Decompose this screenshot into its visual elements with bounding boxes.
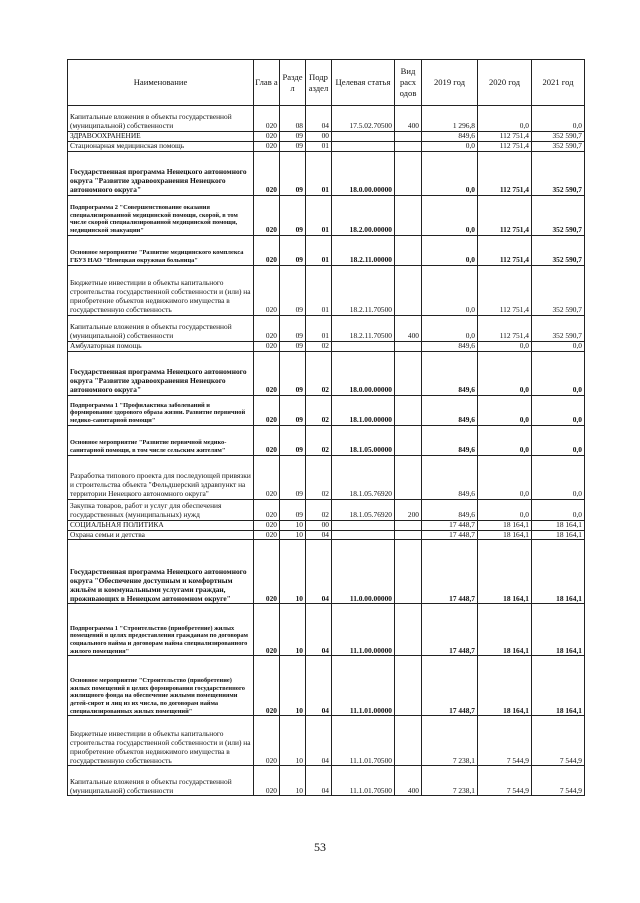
row-2020: 112 751,4 bbox=[478, 235, 532, 265]
row-2020: 0,0 bbox=[478, 455, 532, 499]
row-2020: 7 544,9 bbox=[478, 766, 532, 796]
row-2020: 112 751,4 bbox=[478, 151, 532, 195]
row-2021: 352 590,7 bbox=[532, 151, 585, 195]
row-target: 11.0.00.00000 bbox=[332, 540, 395, 604]
row-podrazdel: 04 bbox=[306, 716, 332, 766]
row-name: Подпрограмма 1 "Профилактика заболеваний и формирование здорового образа жизни. Развитие первичной медико-санитарной помощи" bbox=[68, 395, 254, 425]
row-glava: 020 bbox=[254, 656, 280, 716]
row-2021: 18 164,1 bbox=[532, 604, 585, 656]
table-row bbox=[68, 151, 585, 195]
row-podrazdel: 02 bbox=[306, 499, 332, 520]
row-podrazdel: 00 bbox=[306, 520, 332, 530]
row-expense-type bbox=[395, 341, 422, 351]
row-2019: 849,6 bbox=[422, 351, 478, 395]
table-row bbox=[68, 530, 585, 540]
row-glava: 020 bbox=[254, 341, 280, 351]
row-razdel: 09 bbox=[280, 195, 306, 235]
table-row bbox=[68, 499, 585, 520]
table-row bbox=[68, 716, 585, 766]
row-razdel: 09 bbox=[280, 455, 306, 499]
row-2021: 0,0 bbox=[532, 341, 585, 351]
row-2021: 352 590,7 bbox=[532, 265, 585, 315]
row-podrazdel: 01 bbox=[306, 141, 332, 151]
row-2021: 18 164,1 bbox=[532, 530, 585, 540]
row-expense-type bbox=[395, 141, 422, 151]
row-expense-type bbox=[395, 530, 422, 540]
row-expense-type bbox=[395, 132, 422, 142]
row-2019: 17 448,7 bbox=[422, 540, 478, 604]
row-target bbox=[332, 132, 395, 142]
header-name: Наименование bbox=[68, 60, 254, 106]
row-target bbox=[332, 141, 395, 151]
row-2020: 0,0 bbox=[478, 425, 532, 455]
row-name: ЗДРАВООХРАНЕНИЕ bbox=[68, 132, 254, 142]
row-podrazdel: 02 bbox=[306, 455, 332, 499]
row-razdel: 10 bbox=[280, 716, 306, 766]
row-razdel: 09 bbox=[280, 351, 306, 395]
row-glava: 020 bbox=[254, 141, 280, 151]
row-expense-type: 200 bbox=[395, 499, 422, 520]
table-row bbox=[68, 351, 585, 395]
row-glava: 020 bbox=[254, 520, 280, 530]
table-row bbox=[68, 106, 585, 132]
row-expense-type bbox=[395, 520, 422, 530]
row-2019: 0,0 bbox=[422, 235, 478, 265]
row-2020: 0,0 bbox=[478, 351, 532, 395]
row-glava: 020 bbox=[254, 106, 280, 132]
row-expense-type bbox=[395, 455, 422, 499]
table-body bbox=[68, 106, 585, 796]
row-podrazdel: 02 bbox=[306, 425, 332, 455]
row-name: Амбулаторная помощь bbox=[68, 341, 254, 351]
row-target: 18.2.11.70500 bbox=[332, 265, 395, 315]
row-target: 17.5.02.70500 bbox=[332, 106, 395, 132]
row-glava: 020 bbox=[254, 716, 280, 766]
row-glava: 020 bbox=[254, 235, 280, 265]
row-razdel: 09 bbox=[280, 395, 306, 425]
table-row bbox=[68, 455, 585, 499]
header-2019: 2019 год bbox=[422, 60, 478, 106]
row-glava: 020 bbox=[254, 395, 280, 425]
row-podrazdel: 04 bbox=[306, 604, 332, 656]
row-razdel: 09 bbox=[280, 425, 306, 455]
row-podrazdel: 01 bbox=[306, 235, 332, 265]
row-name: Основное мероприятие "Развитие медицинского комплекса ГБУЗ НАО "Ненецкая окружная больница" bbox=[68, 235, 254, 265]
header-glava: Глав а bbox=[254, 60, 280, 106]
row-2019: 7 238,1 bbox=[422, 716, 478, 766]
row-expense-type bbox=[395, 151, 422, 195]
table-row bbox=[68, 132, 585, 142]
row-target: 11.1.00.00000 bbox=[332, 604, 395, 656]
row-2019: 17 448,7 bbox=[422, 604, 478, 656]
row-2019: 849,6 bbox=[422, 455, 478, 499]
row-glava: 020 bbox=[254, 455, 280, 499]
row-name: Государственная программа Ненецкого автономного округа "Развитие здравоохранения Ненецкого автономного округа" bbox=[68, 151, 254, 195]
row-name: Разработка типового проекта для последующей привязки и строительства объекта "Фельдшерский здравпункт на территории Ненецкого автономного округа" bbox=[68, 455, 254, 499]
row-podrazdel: 04 bbox=[306, 656, 332, 716]
table-row bbox=[68, 141, 585, 151]
row-expense-type bbox=[395, 716, 422, 766]
table-row bbox=[68, 235, 585, 265]
row-2021: 0,0 bbox=[532, 395, 585, 425]
row-target: 18.1.05.00000 bbox=[332, 425, 395, 455]
row-2019: 0,0 bbox=[422, 141, 478, 151]
row-target: 18.0.00.00000 bbox=[332, 351, 395, 395]
row-2021: 0,0 bbox=[532, 425, 585, 455]
row-razdel: 09 bbox=[280, 151, 306, 195]
row-expense-type: 400 bbox=[395, 766, 422, 796]
row-name: Основное мероприятие "Развитие первичной медико-санитарной помощи, в том числе сельским жителям" bbox=[68, 425, 254, 455]
row-2021: 18 164,1 bbox=[532, 540, 585, 604]
row-razdel: 09 bbox=[280, 499, 306, 520]
budget-table bbox=[67, 59, 585, 796]
row-expense-type bbox=[395, 540, 422, 604]
row-target: 11.1.01.70500 bbox=[332, 716, 395, 766]
row-razdel: 09 bbox=[280, 265, 306, 315]
row-2021: 0,0 bbox=[532, 499, 585, 520]
page-number: 53 bbox=[314, 840, 326, 854]
row-2020: 0,0 bbox=[478, 106, 532, 132]
table-row bbox=[68, 315, 585, 341]
row-name: Стационарная медицинская помощь bbox=[68, 141, 254, 151]
row-glava: 020 bbox=[254, 151, 280, 195]
table-header-row bbox=[68, 60, 585, 106]
table-row bbox=[68, 265, 585, 315]
row-name: Подпрограмма 2 "Совершенствование оказания специализированной медицинской помощи, скорой, в том числе скорой специализированной медицинской помощи, медицинской эвакуации" bbox=[68, 195, 254, 235]
row-name: Подпрограмма 1 "Строительство (приобретение) жилых помещений в целях предоставления гражданам по договорам социального найма и договорам найма специализированного жилого помещения" bbox=[68, 604, 254, 656]
row-2021: 352 590,7 bbox=[532, 315, 585, 341]
row-glava: 020 bbox=[254, 195, 280, 235]
row-2021: 7 544,9 bbox=[532, 716, 585, 766]
row-target: 18.1.05.76920 bbox=[332, 455, 395, 499]
row-target: 18.0.00.00000 bbox=[332, 151, 395, 195]
header-2020: 2020 год bbox=[478, 60, 532, 106]
row-expense-type bbox=[395, 425, 422, 455]
row-2020: 7 544,9 bbox=[478, 716, 532, 766]
header-expense-type: Вид расх одов bbox=[395, 60, 422, 106]
row-2019: 0,0 bbox=[422, 195, 478, 235]
row-2019: 17 448,7 bbox=[422, 656, 478, 716]
row-name: Бюджетные инвестиции в объекты капитального строительства государственной собственности и (или) на приобретение объектов недвижимого имущества в государственную собственность bbox=[68, 265, 254, 315]
row-glava: 020 bbox=[254, 540, 280, 604]
row-target: 18.2.11.00000 bbox=[332, 235, 395, 265]
row-2020: 18 164,1 bbox=[478, 604, 532, 656]
table-row bbox=[68, 425, 585, 455]
row-name: Государственная программа Ненецкого автономного округа "Обеспечение доступным и комфортным жильём и коммунальными услугами граждан, проживающих в Ненецком автономном округе" bbox=[68, 540, 254, 604]
row-expense-type bbox=[395, 395, 422, 425]
row-podrazdel: 04 bbox=[306, 530, 332, 540]
header-target: Целевая статья bbox=[332, 60, 395, 106]
row-name: Капитальные вложения в объекты государственной (муниципальной) собственности bbox=[68, 315, 254, 341]
row-target: 18.2.11.70500 bbox=[332, 315, 395, 341]
table-row bbox=[68, 604, 585, 656]
row-target: 11.1.01.00000 bbox=[332, 656, 395, 716]
row-2019: 0,0 bbox=[422, 315, 478, 341]
row-expense-type bbox=[395, 195, 422, 235]
row-name: Государственная программа Ненецкого автономного округа "Развитие здравоохранения Ненецкого автономного округа" bbox=[68, 351, 254, 395]
header-podrazdel: Подр аздел bbox=[306, 60, 332, 106]
table-row bbox=[68, 195, 585, 235]
header-2021: 2021 год bbox=[532, 60, 585, 106]
row-target bbox=[332, 530, 395, 540]
row-2019: 0,0 bbox=[422, 151, 478, 195]
row-2020: 112 751,4 bbox=[478, 265, 532, 315]
row-expense-type: 400 bbox=[395, 315, 422, 341]
row-razdel: 09 bbox=[280, 315, 306, 341]
table-row bbox=[68, 520, 585, 530]
table-row bbox=[68, 766, 585, 796]
row-target bbox=[332, 341, 395, 351]
row-name: Закупка товаров, работ и услуг для обеспечения государственных (муниципальных) нужд bbox=[68, 499, 254, 520]
row-target: 11.1.01.70500 bbox=[332, 766, 395, 796]
row-glava: 020 bbox=[254, 265, 280, 315]
row-2021: 18 164,1 bbox=[532, 656, 585, 716]
row-2020: 18 164,1 bbox=[478, 520, 532, 530]
row-podrazdel: 02 bbox=[306, 351, 332, 395]
row-name: Капитальные вложения в объекты государственной (муниципальной) собственности bbox=[68, 766, 254, 796]
row-podrazdel: 01 bbox=[306, 315, 332, 341]
row-expense-type bbox=[395, 265, 422, 315]
row-2020: 18 164,1 bbox=[478, 540, 532, 604]
row-2020: 0,0 bbox=[478, 499, 532, 520]
row-name: Охрана семьи и детства bbox=[68, 530, 254, 540]
row-2019: 17 448,7 bbox=[422, 520, 478, 530]
row-2021: 352 590,7 bbox=[532, 132, 585, 142]
row-glava: 020 bbox=[254, 604, 280, 656]
row-razdel: 09 bbox=[280, 235, 306, 265]
row-glava: 020 bbox=[254, 425, 280, 455]
table-row bbox=[68, 341, 585, 351]
row-2021: 0,0 bbox=[532, 455, 585, 499]
row-2019: 849,6 bbox=[422, 425, 478, 455]
row-2019: 849,6 bbox=[422, 395, 478, 425]
row-razdel: 10 bbox=[280, 604, 306, 656]
row-2021: 352 590,7 bbox=[532, 195, 585, 235]
table-row bbox=[68, 395, 585, 425]
row-razdel: 08 bbox=[280, 106, 306, 132]
header-razdel: Разде л bbox=[280, 60, 306, 106]
row-2019: 1 296,8 bbox=[422, 106, 478, 132]
row-2019: 849,6 bbox=[422, 132, 478, 142]
row-2019: 7 238,1 bbox=[422, 766, 478, 796]
row-razdel: 09 bbox=[280, 341, 306, 351]
row-podrazdel: 04 bbox=[306, 106, 332, 132]
row-podrazdel: 04 bbox=[306, 766, 332, 796]
row-2021: 18 164,1 bbox=[532, 520, 585, 530]
row-razdel: 10 bbox=[280, 766, 306, 796]
row-podrazdel: 01 bbox=[306, 151, 332, 195]
row-2021: 352 590,7 bbox=[532, 141, 585, 151]
row-glava: 020 bbox=[254, 132, 280, 142]
row-2019: 0,0 bbox=[422, 265, 478, 315]
row-target: 18.1.00.00000 bbox=[332, 395, 395, 425]
row-razdel: 09 bbox=[280, 132, 306, 142]
row-razdel: 10 bbox=[280, 520, 306, 530]
row-2019: 17 448,7 bbox=[422, 530, 478, 540]
row-target: 18.2.00.00000 bbox=[332, 195, 395, 235]
table-row bbox=[68, 540, 585, 604]
row-2019: 849,6 bbox=[422, 499, 478, 520]
row-podrazdel: 01 bbox=[306, 265, 332, 315]
row-2021: 0,0 bbox=[532, 351, 585, 395]
row-name: Основное мероприятие "Строительство (приобретение) жилых помещений в целях формирования государственного жилищного фонда на обеспечение жилыми помещениями детей-сирот и лиц из их числа, по договорам найма специализированных жилых помещений" bbox=[68, 656, 254, 716]
row-glava: 020 bbox=[254, 315, 280, 341]
row-2020: 112 751,4 bbox=[478, 315, 532, 341]
row-razdel: 10 bbox=[280, 656, 306, 716]
table-row bbox=[68, 656, 585, 716]
row-target bbox=[332, 520, 395, 530]
row-podrazdel: 04 bbox=[306, 540, 332, 604]
row-2020: 112 751,4 bbox=[478, 141, 532, 151]
row-razdel: 10 bbox=[280, 530, 306, 540]
row-glava: 020 bbox=[254, 530, 280, 540]
row-2020: 18 164,1 bbox=[478, 530, 532, 540]
row-2020: 18 164,1 bbox=[478, 656, 532, 716]
row-2019: 849,6 bbox=[422, 341, 478, 351]
row-razdel: 10 bbox=[280, 540, 306, 604]
row-expense-type bbox=[395, 235, 422, 265]
row-podrazdel: 02 bbox=[306, 341, 332, 351]
row-2021: 7 544,9 bbox=[532, 766, 585, 796]
row-expense-type bbox=[395, 656, 422, 716]
row-podrazdel: 01 bbox=[306, 195, 332, 235]
row-expense-type: 400 bbox=[395, 106, 422, 132]
row-2021: 0,0 bbox=[532, 106, 585, 132]
row-glava: 020 bbox=[254, 351, 280, 395]
row-glava: 020 bbox=[254, 766, 280, 796]
row-podrazdel: 02 bbox=[306, 395, 332, 425]
row-2020: 112 751,4 bbox=[478, 195, 532, 235]
row-expense-type bbox=[395, 604, 422, 656]
row-name: СОЦИАЛЬНАЯ ПОЛИТИКА bbox=[68, 520, 254, 530]
row-expense-type bbox=[395, 351, 422, 395]
row-target: 18.1.05.76920 bbox=[332, 499, 395, 520]
row-2020: 0,0 bbox=[478, 395, 532, 425]
row-razdel: 09 bbox=[280, 141, 306, 151]
row-2021: 352 590,7 bbox=[532, 235, 585, 265]
row-name: Бюджетные инвестиции в объекты капитального строительства государственной собственности и (или) на приобретение объектов недвижимого имущества в государственную собственность bbox=[68, 716, 254, 766]
row-2020: 0,0 bbox=[478, 341, 532, 351]
row-name: Капитальные вложения в объекты государственной (муниципальной) собственности bbox=[68, 106, 254, 132]
row-glava: 020 bbox=[254, 499, 280, 520]
row-2020: 112 751,4 bbox=[478, 132, 532, 142]
row-podrazdel: 00 bbox=[306, 132, 332, 142]
